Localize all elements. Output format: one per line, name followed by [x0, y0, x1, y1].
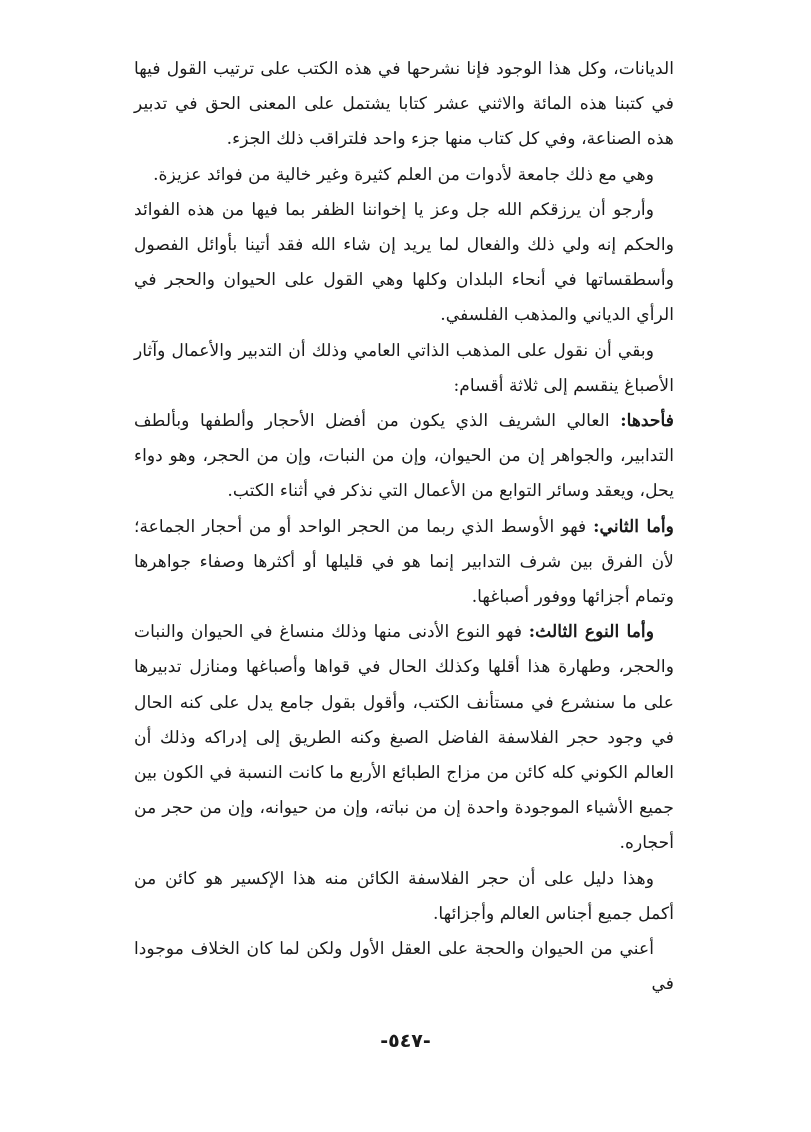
- paragraph-2: [134, 158, 674, 193]
- paragraph-text: وأرجو أن يرزقكم الله جل وعز يا إخواننا الظفر بما فيها من هذه الفوائد والحكم إنه ولي ذلك والفعال لما يريد إن شاء الله فقد أتينا بأوائل الفصول وأسطقساتها في أنحاء البلدان وكلها وهي القول على الحيوان والحجر في الرأي الدياني والمذهب الفلسفي.: [134, 199, 674, 326]
- paragraph-text: العالي الشريف الذي يكون من أفضل الأحجار وألطفها وبألطف التدابير، والجواهر إن من الحيوان، وإن من النبات، وإن من الحجر، وهو دواء يحل، ويعقد وسائر التوابع من الأعمال التي نذكر في أثناء الكتب.: [134, 411, 674, 502]
- paragraph-1: [134, 52, 674, 158]
- paragraph-text: وهي مع ذلك جامعة لأدوات من العلم كثيرة وغير خالية من فوائد عزيزة.: [153, 164, 654, 185]
- paragraph-text: الديانات، وكل هذا الوجود فإنا نشرحها في هذه الكتب على ترتيب القول فيها في كتبنا هذه المائة والاثني عشر كتابا يشتمل على المعنى الحق في تدبير هذه الصناعة، وفي كل كتاب منها جزء واحد فلتراقب ذلك الجزء.: [134, 59, 674, 150]
- body-text: [134, 52, 674, 1002]
- paragraph-lead: فأحدها:: [620, 411, 674, 432]
- paragraph-text: فهو النوع الأدنى منها وذلك منساغ في الحيوان والنبات والحجر، وطهارة هذا أقلها وكذلك الحال في قواها وأصباغها ومنازل تدبيرها على ما سنشرع في مستأنف الكتب، وأقول بقول جامع يدل على كنه الحال في وجود حجر الفلاسفة الفاضل الصبغ وكنه الطريق إلى إدراكه وذلك أن العالم الكوني كله كائن من مزاج الطبائع الأربع ما كانت النسبة في الكون بين جميع الأشياء الموجودة واحدة إن من نباته، وإن من حيوانه، وإن من حجر من أحجاره.: [134, 622, 674, 854]
- paragraph-4: [134, 334, 674, 404]
- paragraph-lead: وأما الثاني:: [593, 516, 674, 537]
- paragraph-text: وبقي أن نقول على المذهب الذاتي العامي وذلك أن التدبير والأعمال وآثار الأصباغ ينقسم إلى ثلاثة أقسام:: [134, 340, 674, 396]
- page-number: -٥٤٧-: [380, 1030, 431, 1052]
- paragraph-lead: وأما النوع الثالث:: [528, 622, 654, 643]
- paragraph-5: [134, 404, 674, 510]
- paragraph-7: [134, 615, 674, 861]
- paragraph-9: [134, 932, 674, 1002]
- paragraph-text: فهو الأوسط الذي ربما من الحجر الواحد أو من أحجار الجماعة؛ لأن الفرق بين شرف التدابير إنما هو في قليلها أو أكثرها وصفاء جواهرها وتمام أجزائها ووفور أصباغها.: [134, 516, 674, 608]
- paragraph-8: [134, 862, 674, 932]
- paragraph-text: وهذا دليل على أن حجر الفلاسفة الكائن منه هذا الإكسير هو كائن من أكمل جميع أجناس العالم وأجزائها.: [134, 868, 674, 924]
- paragraph-3: [134, 193, 674, 334]
- paragraph-6: [134, 510, 674, 616]
- paragraph-text: أعني من الحيوان والحجة على العقل الأول ولكن لما كان الخلاف موجودا في: [134, 939, 674, 995]
